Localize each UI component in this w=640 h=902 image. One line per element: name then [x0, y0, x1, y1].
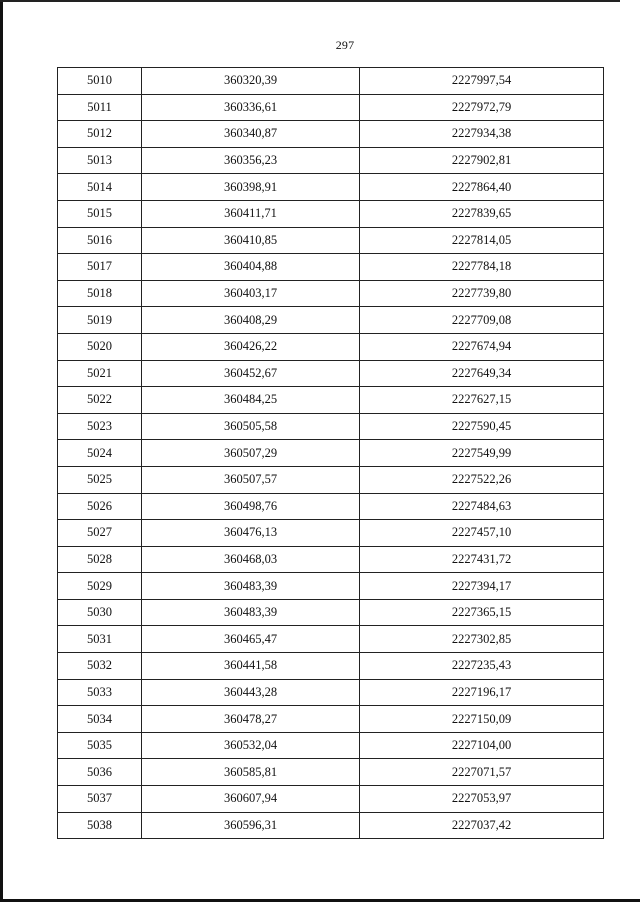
point-number-cell: 5019	[58, 307, 142, 334]
y-coordinate-cell: 2227902,81	[360, 147, 604, 174]
table-row	[58, 573, 604, 600]
table-row	[58, 280, 604, 307]
point-number-cell: 5028	[58, 546, 142, 573]
x-coordinate-cell: 360585,81	[142, 759, 360, 786]
point-number-cell: 5034	[58, 706, 142, 733]
point-number-cell: 5037	[58, 786, 142, 813]
y-coordinate-cell: 2227814,05	[360, 227, 604, 254]
x-coordinate-cell: 360532,04	[142, 732, 360, 759]
point-number-cell: 5032	[58, 653, 142, 680]
y-coordinate-cell: 2227934,38	[360, 121, 604, 148]
y-coordinate-cell: 2227150,09	[360, 706, 604, 733]
table-row	[58, 706, 604, 733]
x-coordinate-cell: 360468,03	[142, 546, 360, 573]
y-coordinate-cell: 2227071,57	[360, 759, 604, 786]
y-coordinate-cell: 2227590,45	[360, 413, 604, 440]
y-coordinate-cell: 2227431,72	[360, 546, 604, 573]
table-row	[58, 520, 604, 547]
page-number: 297	[335, 38, 355, 52]
y-coordinate-cell: 2227864,40	[360, 174, 604, 201]
table-row	[58, 200, 604, 227]
x-coordinate-cell: 360596,31	[142, 812, 360, 839]
point-number-cell: 5011	[58, 94, 142, 121]
x-coordinate-cell: 360483,39	[142, 573, 360, 600]
table-row	[58, 626, 604, 653]
x-coordinate-cell: 360484,25	[142, 387, 360, 414]
x-coordinate-cell: 360336,61	[142, 94, 360, 121]
scan-top-edge	[0, 0, 620, 2]
table-row	[58, 599, 604, 626]
table-row	[58, 360, 604, 387]
y-coordinate-cell: 2227972,79	[360, 94, 604, 121]
table-row	[58, 679, 604, 706]
y-coordinate-cell: 2227709,08	[360, 307, 604, 334]
y-coordinate-cell: 2227739,80	[360, 280, 604, 307]
table-row	[58, 759, 604, 786]
y-coordinate-cell: 2227302,85	[360, 626, 604, 653]
x-coordinate-cell: 360465,47	[142, 626, 360, 653]
point-number-cell: 5030	[58, 599, 142, 626]
point-number-cell: 5012	[58, 121, 142, 148]
x-coordinate-cell: 360505,58	[142, 413, 360, 440]
table-row	[58, 786, 604, 813]
table-row	[58, 147, 604, 174]
y-coordinate-cell: 2227104,00	[360, 732, 604, 759]
y-coordinate-cell: 2227997,54	[360, 68, 604, 95]
table-row	[58, 227, 604, 254]
x-coordinate-cell: 360507,29	[142, 440, 360, 467]
point-number-cell: 5018	[58, 280, 142, 307]
point-number-cell: 5031	[58, 626, 142, 653]
y-coordinate-cell: 2227484,63	[360, 493, 604, 520]
point-number-cell: 5016	[58, 227, 142, 254]
point-number-cell: 5033	[58, 679, 142, 706]
table-row	[58, 68, 604, 95]
table-row	[58, 732, 604, 759]
point-number-cell: 5038	[58, 812, 142, 839]
x-coordinate-cell: 360411,71	[142, 200, 360, 227]
point-number-cell: 5017	[58, 254, 142, 281]
point-number-cell: 5027	[58, 520, 142, 547]
table-row	[58, 333, 604, 360]
y-coordinate-cell: 2227674,94	[360, 333, 604, 360]
y-coordinate-cell: 2227037,42	[360, 812, 604, 839]
x-coordinate-cell: 360426,22	[142, 333, 360, 360]
point-number-cell: 5035	[58, 732, 142, 759]
point-number-cell: 5025	[58, 466, 142, 493]
table-row	[58, 413, 604, 440]
x-coordinate-cell: 360340,87	[142, 121, 360, 148]
y-coordinate-cell: 2227649,34	[360, 360, 604, 387]
point-number-cell: 5020	[58, 333, 142, 360]
y-coordinate-cell: 2227839,65	[360, 200, 604, 227]
x-coordinate-cell: 360452,67	[142, 360, 360, 387]
y-coordinate-cell: 2227627,15	[360, 387, 604, 414]
table-row	[58, 653, 604, 680]
point-number-cell: 5021	[58, 360, 142, 387]
x-coordinate-cell: 360403,17	[142, 280, 360, 307]
table-row	[58, 174, 604, 201]
x-coordinate-cell: 360607,94	[142, 786, 360, 813]
x-coordinate-cell: 360410,85	[142, 227, 360, 254]
x-coordinate-cell: 360498,76	[142, 493, 360, 520]
point-number-cell: 5022	[58, 387, 142, 414]
x-coordinate-cell: 360483,39	[142, 599, 360, 626]
table-row	[58, 94, 604, 121]
table-row	[58, 307, 604, 334]
y-coordinate-cell: 2227053,97	[360, 786, 604, 813]
y-coordinate-cell: 2227457,10	[360, 520, 604, 547]
table-row	[58, 493, 604, 520]
x-coordinate-cell: 360320,39	[142, 68, 360, 95]
x-coordinate-cell: 360443,28	[142, 679, 360, 706]
x-coordinate-cell: 360404,88	[142, 254, 360, 281]
point-number-cell: 5029	[58, 573, 142, 600]
table-row	[58, 440, 604, 467]
coordinates-table	[57, 67, 604, 839]
point-number-cell: 5015	[58, 200, 142, 227]
table-row	[58, 466, 604, 493]
x-coordinate-cell: 360398,91	[142, 174, 360, 201]
x-coordinate-cell: 360441,58	[142, 653, 360, 680]
x-coordinate-cell: 360356,23	[142, 147, 360, 174]
table-row	[58, 546, 604, 573]
point-number-cell: 5026	[58, 493, 142, 520]
x-coordinate-cell: 360507,57	[142, 466, 360, 493]
y-coordinate-cell: 2227784,18	[360, 254, 604, 281]
scan-left-edge	[0, 0, 3, 902]
y-coordinate-cell: 2227365,15	[360, 599, 604, 626]
y-coordinate-cell: 2227549,99	[360, 440, 604, 467]
table-row	[58, 812, 604, 839]
y-coordinate-cell: 2227196,17	[360, 679, 604, 706]
point-number-cell: 5023	[58, 413, 142, 440]
point-number-cell: 5010	[58, 68, 142, 95]
table-row	[58, 121, 604, 148]
point-number-cell: 5024	[58, 440, 142, 467]
point-number-cell: 5014	[58, 174, 142, 201]
point-number-cell: 5013	[58, 147, 142, 174]
y-coordinate-cell: 2227235,43	[360, 653, 604, 680]
table-row	[58, 387, 604, 414]
x-coordinate-cell: 360408,29	[142, 307, 360, 334]
table-row	[58, 254, 604, 281]
point-number-cell: 5036	[58, 759, 142, 786]
y-coordinate-cell: 2227522,26	[360, 466, 604, 493]
coordinates-table-body	[58, 68, 604, 839]
x-coordinate-cell: 360478,27	[142, 706, 360, 733]
x-coordinate-cell: 360476,13	[142, 520, 360, 547]
y-coordinate-cell: 2227394,17	[360, 573, 604, 600]
